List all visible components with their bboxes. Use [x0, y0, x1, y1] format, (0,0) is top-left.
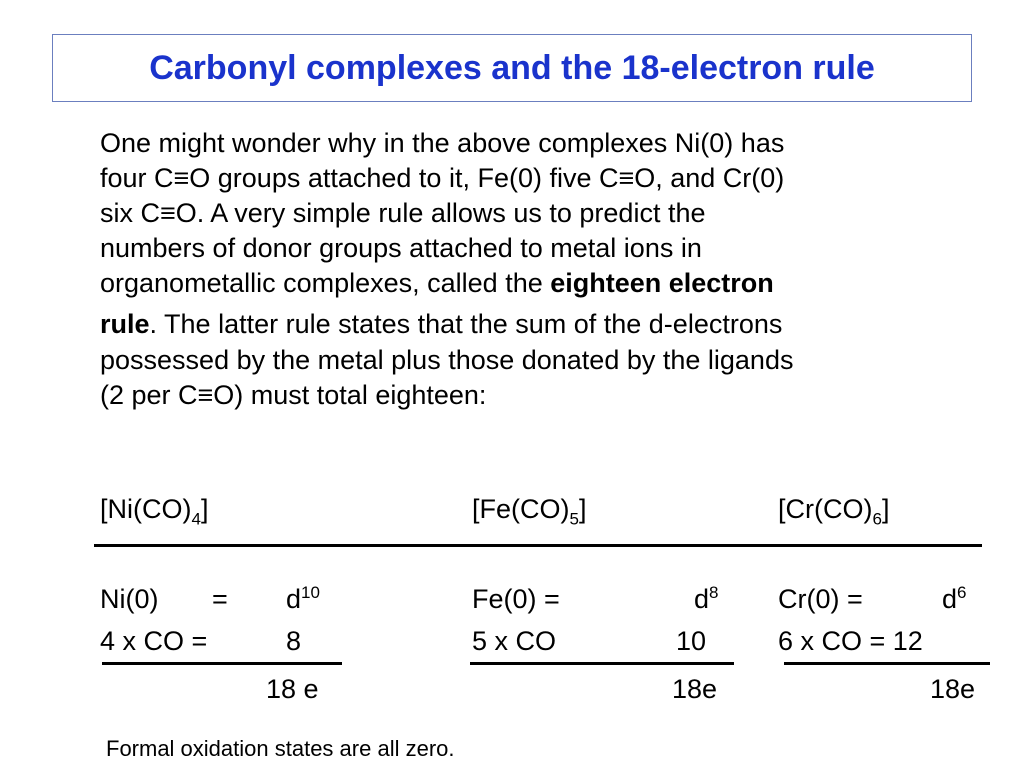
d-superscript: 10: [301, 583, 320, 602]
paragraph-text: . The latter rule states that the sum of the d-electrons: [149, 309, 783, 340]
formula-subscript: 4: [191, 509, 201, 529]
bold-term: eighteen electron: [550, 268, 774, 299]
formula-cr: [778, 494, 890, 529]
body-paragraph: [100, 126, 990, 413]
title-box: [52, 34, 972, 102]
paragraph-line: One might wonder why in the above complexes Ni(0) has: [100, 128, 785, 158]
header-divider: [94, 544, 982, 547]
footnote: Formal oxidation states are all zero.: [106, 736, 455, 761]
formula-subscript: 6: [872, 509, 882, 529]
fe-sum-line: [470, 662, 734, 665]
formula-subscript: 5: [569, 509, 579, 529]
fe-co-value: 10: [676, 626, 707, 656]
formula-text: ]: [200, 494, 209, 524]
paragraph-line: numbers of donor groups attached to metal ions in: [100, 233, 702, 264]
fe-d-count: [694, 583, 719, 614]
cr-d-count: [942, 583, 967, 614]
paragraph-line: [100, 266, 990, 301]
paragraph-line: four C≡O groups attached to it, Fe(0) five C≡O, and Cr(0): [100, 163, 785, 194]
cr-metal-label: Cr(0) =: [778, 584, 863, 614]
cr-total: 18e: [930, 674, 976, 704]
fe-co-label: 5 x CO: [472, 626, 557, 656]
fe-total: 18e: [672, 674, 718, 704]
paragraph-line: (2 per C≡O) must total eighteen:: [100, 379, 487, 410]
formula-text: ]: [578, 494, 587, 524]
ni-total: 18 e: [266, 674, 319, 704]
formula-text: ]: [881, 494, 890, 524]
slide-title: Carbonyl complexes and the 18-electron rule: [149, 48, 875, 87]
paragraph-line: six C≡O. A very simple rule allows us to predict the: [100, 198, 706, 229]
ni-co-label: 4 x CO =: [100, 626, 208, 656]
formula-text: [Ni(CO): [100, 494, 192, 524]
cr-co-label: 6 x CO = 12: [778, 626, 923, 656]
ni-co-value: 8: [286, 626, 302, 656]
ni-metal-label: Ni(0): [100, 584, 159, 614]
d-superscript: 6: [957, 583, 967, 602]
ni-sum-line: [102, 662, 342, 665]
formula-text: [Fe(CO): [472, 494, 570, 524]
bold-term: rule: [100, 309, 150, 340]
formula-ni: [100, 494, 209, 529]
ni-d-count: [286, 583, 320, 614]
paragraph-line: [100, 307, 990, 342]
formula-text: [Cr(CO): [778, 494, 873, 524]
d-superscript: 8: [709, 583, 719, 602]
paragraph-text: organometallic complexes, called the: [100, 268, 551, 299]
formula-fe: [472, 494, 587, 529]
d-letter: d: [942, 584, 958, 614]
ni-equals: =: [212, 584, 228, 614]
fe-metal-label: Fe(0) =: [472, 584, 560, 614]
d-letter: d: [286, 584, 302, 614]
d-letter: d: [694, 584, 710, 614]
paragraph-line: possessed by the metal plus those donated by the ligands: [100, 344, 794, 375]
cr-sum-line: [784, 662, 990, 665]
